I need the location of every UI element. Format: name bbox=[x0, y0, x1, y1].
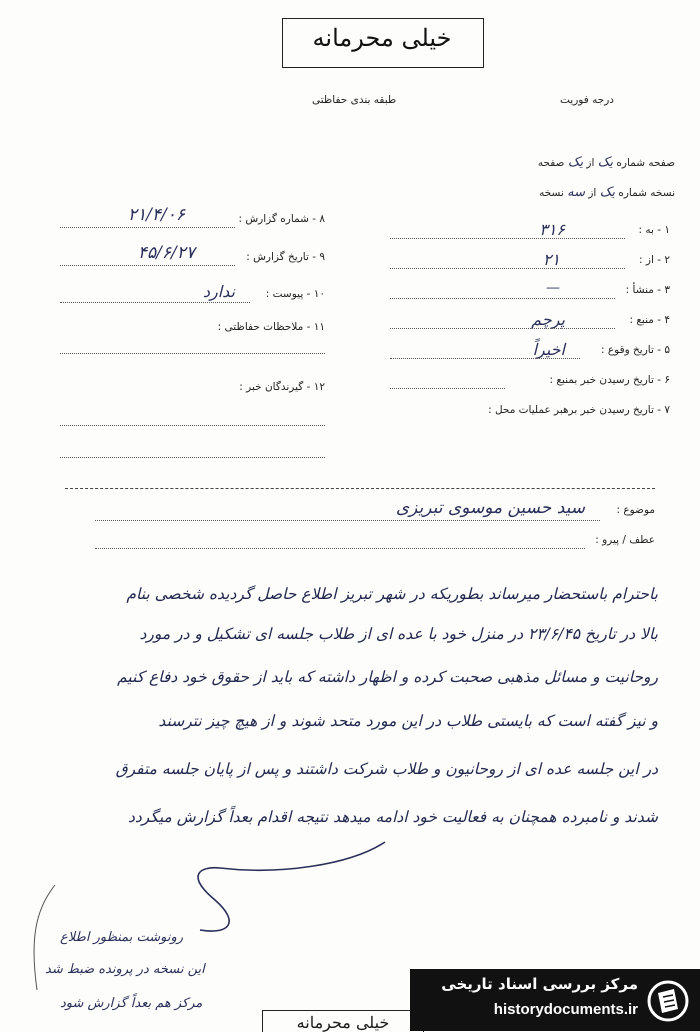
field-report-number: ۸ - شماره گزارش : ۲۱/۴/۰۶ bbox=[60, 205, 325, 231]
reference-row bbox=[95, 530, 655, 552]
footer-note: این نسخه در پرونده ضبط شد bbox=[45, 962, 205, 977]
field-sender: ۲ - از : ۲۱ bbox=[390, 250, 670, 272]
archive-logo-icon bbox=[646, 979, 690, 1023]
body-line: بالا در تاریخ ۲۳/۶/۴۵ در منزل خود با عده ای از طلاب جلسه ای تشکیل و در مورد bbox=[139, 625, 658, 643]
section-divider bbox=[65, 488, 655, 489]
body-line: باحترام باستحضار میرساند بطوریکه در شهر تبریز اطلاع حاصل گردیده شخصی بنام bbox=[126, 585, 658, 603]
urgency-label: درجه فوریت bbox=[560, 94, 614, 106]
classification-label: طبقه بندی حفاظتی bbox=[312, 94, 397, 106]
body-line: شدند و نامبرده همچنان به فعالیت خود ادامه میدهد نتیجه اقدام بعداً گزارش میگردد bbox=[127, 808, 658, 826]
field-security-notes: ۱۱ - ملاحظات حفاظتی : bbox=[217, 321, 325, 333]
subject-label: موضوع : bbox=[616, 504, 655, 516]
copy-number-line: نسخه شماره یک از سه نسخه bbox=[539, 185, 675, 200]
field-received-by-ops: ۷ - تاریخ رسیدن خبر برهبر عملیات محل : bbox=[488, 404, 670, 416]
body-line: و نیز گفته است که بایستی طلاب در این مورد متحد شوند و از هیچ چیز نترسند bbox=[158, 712, 658, 730]
body-line: روحانیت و مسائل مذهبی صحبت کرده و اظهار داشته که باید از حقوق خود دفاع کنیم bbox=[117, 668, 658, 686]
watermark-banner bbox=[410, 969, 700, 1031]
field-origin: ۳ - منشأ : — bbox=[390, 280, 670, 302]
margin-mark bbox=[25, 880, 65, 1000]
signature-flourish bbox=[160, 830, 400, 940]
field-source: ۴ - منبع : پرچم bbox=[390, 310, 670, 332]
body-line: در این جلسه عده ای از روحانیون و طلاب شرکت داشتند و پس از پایان جلسه متفرق bbox=[115, 760, 658, 778]
classification-stamp: خیلی محرمانه bbox=[312, 24, 452, 52]
reference-label: عطف / پیرو : bbox=[595, 534, 655, 546]
footer-note: رونوشت بمنظور اطلاع bbox=[60, 930, 183, 945]
footer-note: مرکز هم بعداً گزارش شود bbox=[60, 996, 203, 1011]
field-recipient: ۱ - به : ۳۱۶ bbox=[390, 220, 670, 242]
bottom-stamp: خیلی محرمانه bbox=[262, 1010, 424, 1032]
field-recipients: ۱۲ - گیرندگان خبر : bbox=[239, 381, 325, 393]
subject-value: سید حسین موسوی تبریزی bbox=[395, 498, 585, 518]
subject-row bbox=[95, 498, 655, 524]
field-report-date: ۹ - تاریخ گزارش : ۴۵/۶/۲۷ bbox=[60, 243, 325, 269]
field-received-by-source: ۶ - تاریخ رسیدن خبر بمنبع : bbox=[390, 370, 670, 392]
watermark-url: historydocuments.ir bbox=[493, 1001, 638, 1018]
field-event-date: ۵ - تاریخ وقوع : اخیراً bbox=[390, 340, 670, 362]
page-number-line: صفحه شماره یک از یک صفحه bbox=[537, 155, 675, 170]
watermark-title: مرکز بررسی اسناد تاریخی bbox=[441, 975, 638, 993]
field-attachment: ۱۰ - پیوست : ندارد bbox=[60, 280, 325, 306]
